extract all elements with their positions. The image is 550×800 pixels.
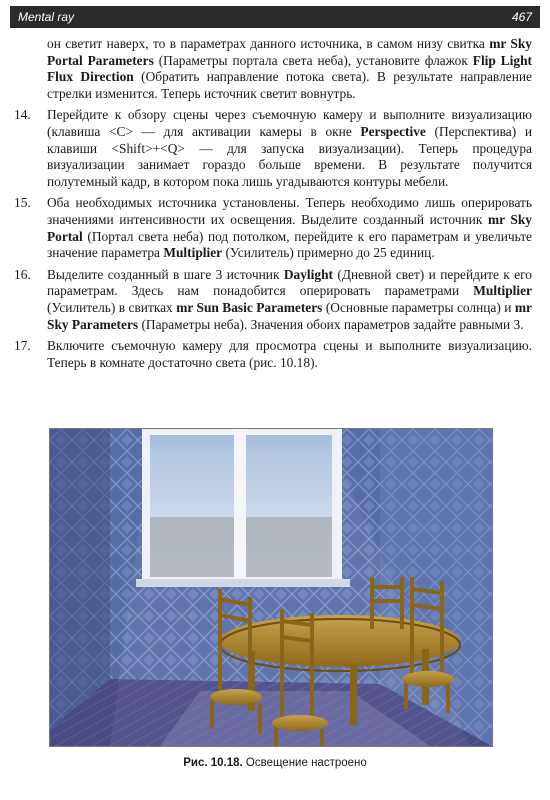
caption-text: Освещение настроено: [245, 757, 367, 769]
text-run: (Параметры портала света неба), установите флажок: [153, 52, 473, 68]
table-leg: [350, 663, 357, 725]
item-number: 17.: [14, 338, 31, 354]
item-text: [47, 195, 532, 261]
text-run: (Основные параметры солнца) и: [322, 299, 515, 315]
page-number: 467: [511, 10, 532, 24]
item-number: 16.: [14, 266, 31, 282]
list-item-17: [14, 338, 532, 371]
bold-term: mr Sun Basic Parameters: [176, 299, 323, 315]
text-run: Оба необходимых источника установлены. Теперь необходимо лишь оперировать значениями интенсивности их освещения. Выделите созданный источник: [47, 195, 532, 227]
chair-right-seat: [402, 671, 454, 687]
caption-label: Рис. 10.18.: [183, 757, 243, 769]
text-run: (Портал света неба) под потолком, перейдите к его параметрам и увеличьте значение параметра: [47, 228, 532, 261]
bold-term: Perspective: [360, 123, 426, 139]
bold-term: Flip Light Flux Direction: [47, 52, 533, 85]
section-title: Mental ray: [18, 10, 75, 24]
text-run: (Дневной свет) и перейдите к его параметрам. Здесь нам понадобится оперировать параметрами: [47, 266, 532, 299]
figure-rendered-room: [49, 428, 493, 747]
list-item-14: [14, 107, 532, 190]
bold-term: Multiplier: [163, 245, 223, 261]
room-illustration: [50, 429, 492, 746]
page-header: [10, 6, 540, 28]
text-run: он светит наверх, то в параметрах данного источника, в самом низу свитка: [47, 36, 490, 51]
text-run: Перейдите к обзору сцены через съемочную камеру и выполните визуализацию (клавиша <C> — для активации камеры в окне: [47, 107, 532, 139]
bold-term: Daylight: [283, 266, 333, 282]
text-run: Выделите созданный в шаге 3 источник: [47, 266, 284, 282]
text-run: (Перспектива) и клавиши <Shift>+<Q> — для запуска визуализации). Теперь процедура визуализации занимает гораздо больше времени. В результате получится полутемный кадр, в котором пока лишь угадываются контуры мебели.: [47, 123, 533, 189]
list-item-16: [14, 267, 532, 333]
text-run: (Усилитель) в свитках: [47, 299, 177, 315]
text-run: Включите съемочную камеру для просмотра сцены и выполните визуализацию. Теперь в комнате достаточно света (рис. 10.18).: [47, 338, 532, 370]
item-number: 15.: [14, 195, 31, 211]
text-run: (Параметры неба). Значения обоих параметров задайте равными 3.: [138, 316, 524, 332]
item-text: [47, 338, 532, 371]
bold-term: mr Sky Portal Parameters: [47, 36, 532, 68]
text-run: (Обратить направление потока света). В результате направление стрелки изменится. Теперь источник светит вовнутрь.: [47, 69, 532, 101]
chair-front-seat: [272, 715, 328, 731]
figure-caption: [0, 757, 550, 769]
bold-term: mr Sky Portal: [47, 211, 532, 244]
chair-left-seat: [210, 689, 262, 705]
bold-term: Multiplier: [473, 283, 532, 299]
wall-shadow-left: [50, 429, 110, 729]
item-text: [47, 267, 532, 333]
item-number: 14.: [14, 107, 31, 123]
list-item-15: [14, 195, 532, 261]
body-text: [14, 36, 532, 371]
intro-paragraph: [14, 36, 532, 102]
item-text: [47, 107, 532, 190]
bold-term: mr Sky Parameters: [47, 299, 532, 332]
text-run: (Усилитель) примерно до 25 единиц.: [222, 245, 435, 261]
